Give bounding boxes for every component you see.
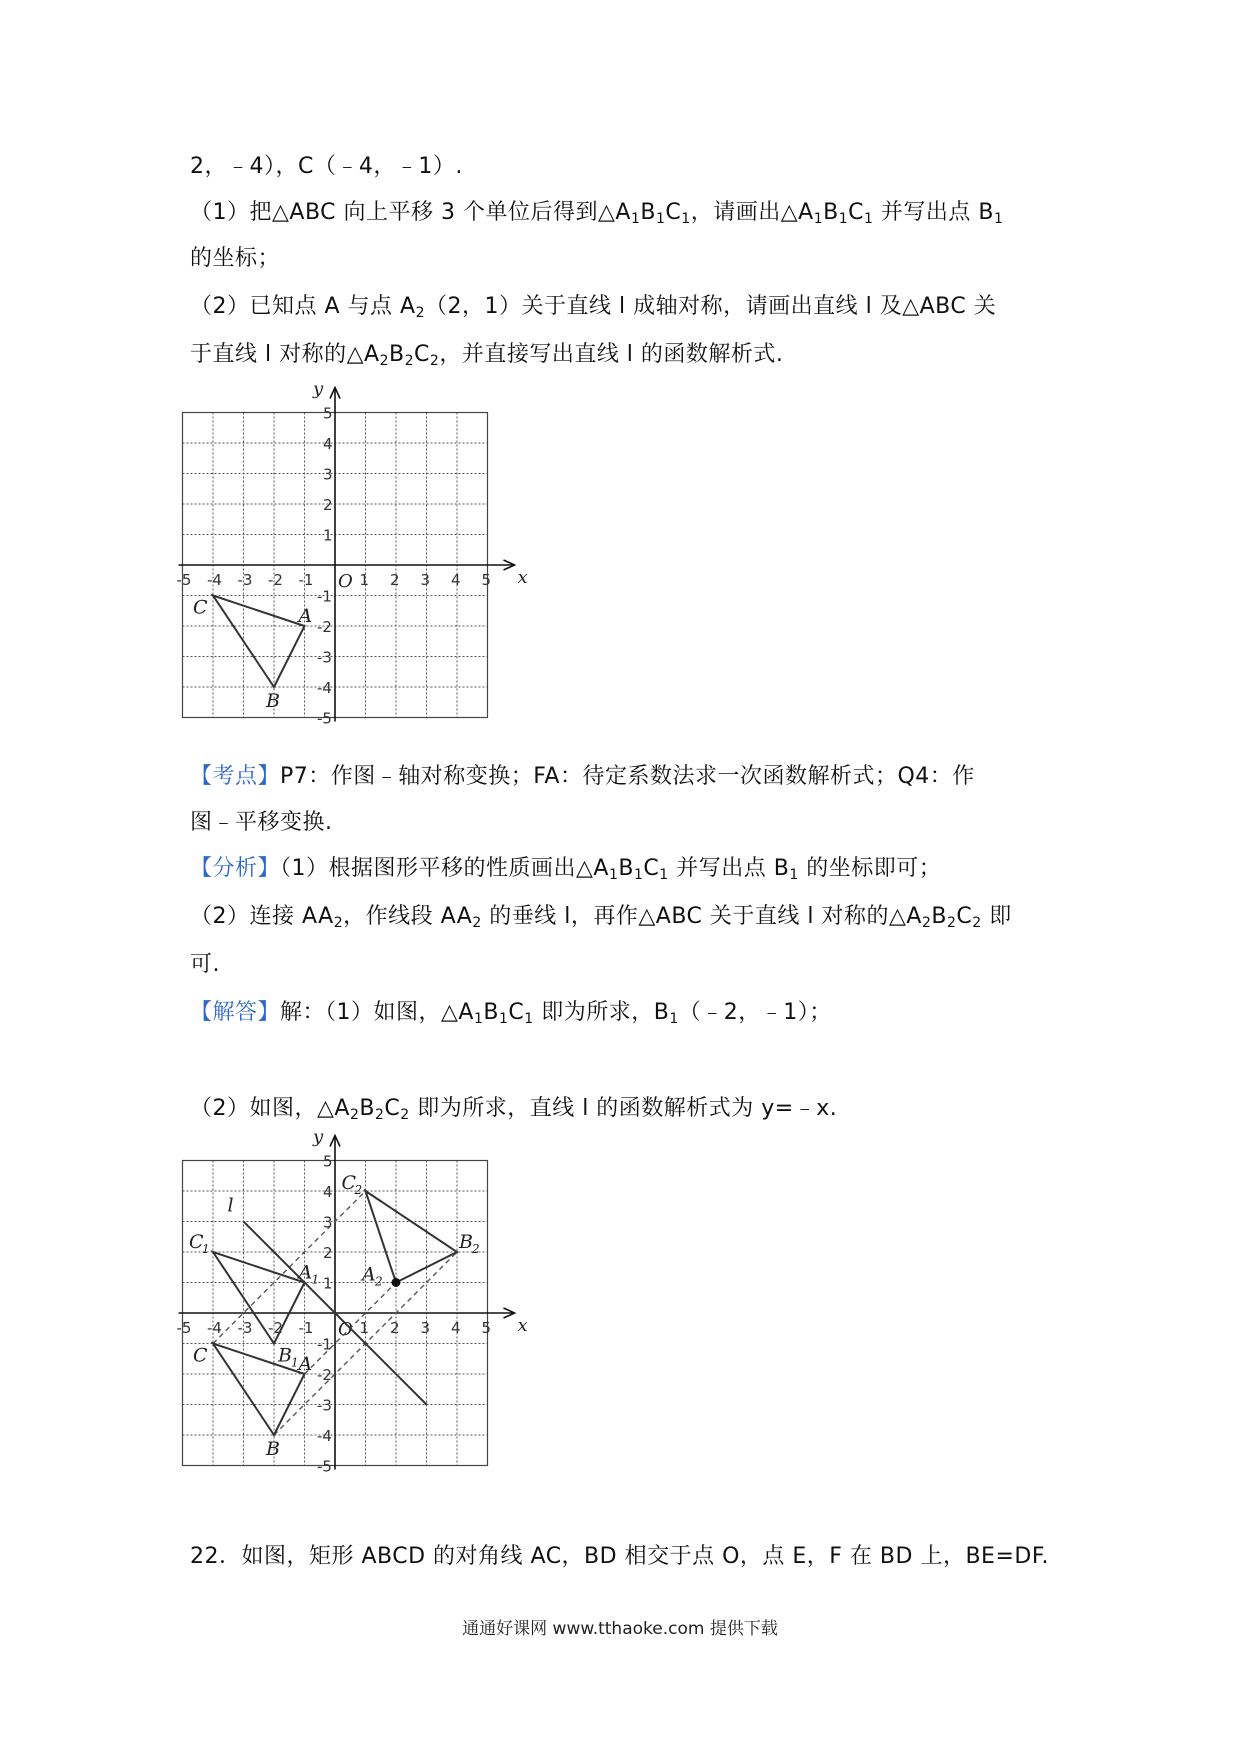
y-tick-label: -3: [317, 648, 332, 667]
y-tick-label: 2: [323, 496, 333, 514]
question-part-1: （1）把△ABC 向上平移 3 个单位后得到$\triangle A_1B_1C_1$，请画出$\triangle A_1B_1C_1$ 并写出点 $B_1$: [190, 200, 1004, 227]
y-tick-label: 1: [323, 526, 333, 545]
fenxi-line: 【分析】（1）根据图形平移的性质画出$\triangle A_1B_1C_1$ 并写出点 $B_1$ 的坐标即可；: [190, 856, 942, 883]
kaodian-line-cont: 图﹣平移变换.: [190, 810, 333, 835]
question-part-1-cont: 的坐标；: [190, 246, 281, 271]
x-tick-label: 5: [481, 1319, 492, 1337]
y-tick-label: 3: [323, 465, 333, 484]
fenxi-line-3: 可.: [190, 952, 220, 977]
fenxi-line-2: （2）连接 $AA_2$，作线段 $AA_2$ 的垂线 l，再作△ABC 关于直线 l 对称的$\triangle A_2B_2C_2$ 即: [190, 904, 1012, 931]
y-tick-label: -4: [317, 1427, 332, 1445]
x-tick-label: -4: [207, 571, 222, 589]
figure-1-coordinate-grid: [176, 378, 560, 732]
x-tick-label: -5: [176, 571, 192, 589]
x-tick-label: 1: [359, 1319, 370, 1337]
x-tick-label: 3: [420, 1319, 431, 1337]
vertex-b2-label: B: [459, 1231, 473, 1253]
x-tick-label: -5: [176, 1319, 192, 1337]
x-tick-label: -2: [268, 571, 283, 589]
triangle-abc: [213, 596, 305, 688]
jieda-tag: 【解答】: [190, 1000, 281, 1025]
x-tick-label: -2: [268, 1319, 283, 1337]
y-tick-label: 5: [323, 404, 333, 423]
y-tick-label: -2: [317, 1366, 332, 1384]
vertex-c1-label-subscript: 1: [202, 1242, 210, 1256]
x-tick-label: 4: [451, 1319, 461, 1337]
y-tick-label: -3: [317, 1396, 332, 1415]
x-axis-label: x: [517, 567, 528, 588]
x-tick-label: 5: [481, 571, 492, 589]
triangle-a2b2c2: [366, 1191, 458, 1283]
x-tick-label: 2: [390, 571, 400, 589]
y-tick-label: 5: [323, 1152, 333, 1171]
y-tick-label: -5: [317, 1457, 332, 1476]
x-tick-label: 2: [390, 1319, 400, 1337]
vertex-c-label: C: [193, 1344, 208, 1367]
kaodian-tag: 【考点】: [190, 764, 281, 789]
question-part-2-cont: 于直线 l 对称的$\triangle A_2B_2C_2$，并直接写出直线 l 的函数解析式.: [190, 342, 784, 369]
answer-part-2: （2）如图，$\triangle A_2B_2C_2$ 即为所求，直线 l 的函数解析式为 y=﹣x.: [190, 1096, 838, 1123]
x-tick-label: -3: [237, 571, 253, 589]
y-tick-label: 2: [323, 1244, 333, 1262]
y-tick-label: -1: [317, 1335, 332, 1354]
y-tick-label: 1: [323, 1274, 333, 1293]
fenxi-tag: 【分析】: [190, 856, 281, 881]
x-axis-label: x: [517, 1315, 528, 1336]
x-tick-label: 4: [451, 571, 461, 589]
vertex-a2-label: A: [362, 1263, 376, 1286]
y-tick-label: 3: [323, 1213, 333, 1232]
y-tick-label: -2: [317, 618, 332, 636]
vertex-a1-label-subscript: 1: [311, 1272, 320, 1287]
vertex-b1-label: B: [278, 1344, 292, 1367]
y-tick-label: -4: [317, 679, 332, 697]
vertex-c2-label: C: [341, 1172, 357, 1194]
x-tick-label: -4: [207, 1319, 222, 1337]
x-tick-label: 3: [420, 571, 431, 589]
vertex-a-label: A: [298, 605, 313, 627]
point-a2: [392, 1278, 401, 1287]
y-axis-label: y: [313, 378, 324, 400]
y-tick-label: -1: [317, 587, 332, 606]
text-line-1: 2，﹣4），C（﹣4，﹣1）.: [190, 154, 463, 179]
vertex-c2-label-subscript: 2: [354, 1183, 363, 1197]
vertex-b1-label-subscript: 1: [291, 1355, 299, 1370]
y-tick-label: 4: [323, 1183, 333, 1201]
y-tick-label: 4: [323, 435, 333, 453]
vertex-c-label: C: [193, 596, 208, 619]
vertex-b-label: B: [266, 1438, 280, 1460]
x-tick-label: -3: [237, 1319, 253, 1337]
jieda-line: 【解答】解：（1）如图，$\triangle A_1B_1C_1$ 即为所求，$B_1(﹣2$，﹣1）；: [190, 1000, 832, 1027]
question-part-2: （2）已知点 A 与点 $A_2(2$，1）关于直线 l 成轴对称，请画出直线 l 及△ABC 关: [190, 294, 997, 321]
x-tick-label: 1: [359, 571, 370, 589]
origin-label: O: [338, 1319, 353, 1340]
y-axis-label: y: [313, 1126, 324, 1148]
vertex-b2-label-subscript: 2: [472, 1242, 480, 1256]
x-tick-label: -1: [298, 571, 314, 589]
vertex-a-label: A: [298, 1353, 313, 1375]
line-l-label: l: [227, 1194, 234, 1217]
page-footer: 通通好课网 www.tthaoke.com 提供下载: [462, 1619, 778, 1639]
kaodian-line: 【考点】P7：作图﹣轴对称变换；FA：待定系数法求一次函数解析式；Q4：作: [190, 764, 975, 789]
vertex-a2-label-subscript: 2: [375, 1274, 383, 1289]
vertex-c1-label: C: [189, 1231, 204, 1253]
question-22: 22．如图，矩形 ABCD 的对角线 AC，BD 相交于点 O，点 E，F 在 BD 上，BE=DF.: [190, 1544, 1049, 1569]
vertex-a1-label: A: [298, 1261, 313, 1284]
vertex-b-label: B: [266, 690, 280, 712]
x-tick-label: -1: [298, 1319, 314, 1337]
origin-label: O: [338, 571, 353, 592]
figure-2-coordinate-grid: [176, 1126, 560, 1480]
y-tick-label: -5: [317, 709, 332, 728]
